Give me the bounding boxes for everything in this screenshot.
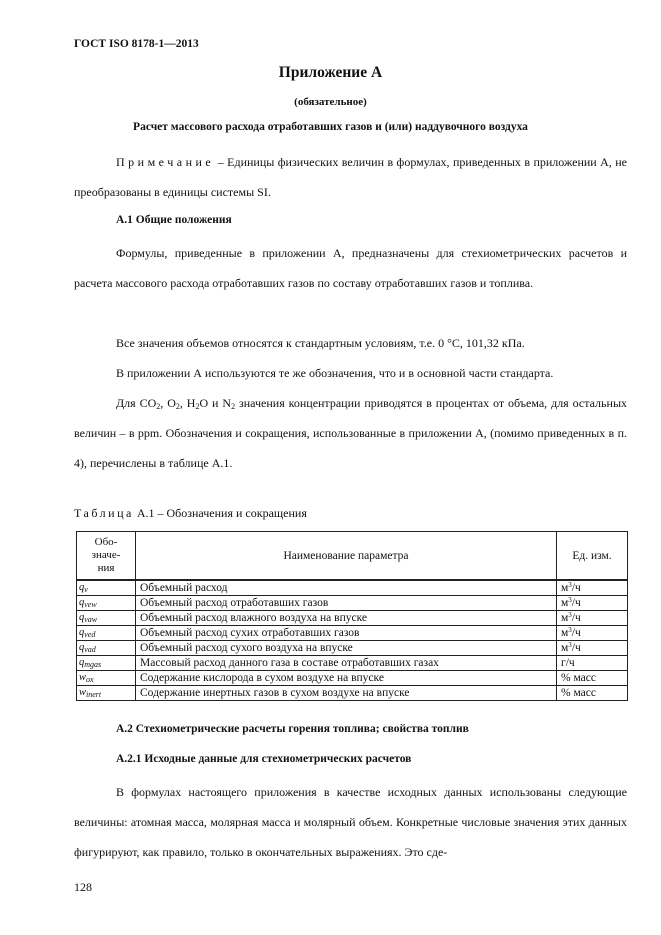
- page-number: 128: [74, 880, 92, 894]
- symbol-letter: w: [79, 687, 87, 698]
- unit-text: г/ч: [561, 657, 575, 669]
- header-symbol: [77, 532, 136, 581]
- table-row: [77, 596, 628, 611]
- symbol-subscript: mgas: [84, 660, 102, 669]
- appendix-status: (обязательное): [294, 96, 367, 108]
- section-a1-para3: В приложении А используются те же обозначения, что и в основной части стандарта.: [116, 366, 554, 380]
- para4-subscript: 2: [195, 402, 200, 411]
- unit-text: м: [561, 642, 569, 654]
- row-parameter: Массовый расход данного газа в составе отработавших газах: [136, 656, 557, 671]
- header-unit: Ед. изм.: [557, 532, 628, 581]
- unit-text: м: [561, 627, 569, 639]
- row-parameter: Объемный расход сухого воздуха на впуске: [136, 641, 557, 656]
- row-symbol: [77, 596, 136, 611]
- unit-text: м: [561, 612, 569, 624]
- row-parameter: Объемный расход сухих отработавших газов: [136, 626, 557, 641]
- symbol-letter: q: [79, 582, 85, 593]
- unit-text: /ч: [571, 627, 581, 639]
- unit-text: /ч: [571, 642, 581, 654]
- row-symbol: [77, 641, 136, 656]
- para4-subscript: 2: [156, 402, 161, 411]
- unit-text: /ч: [571, 597, 581, 609]
- unit-superscript: 3: [568, 581, 572, 589]
- document-header: ГОСТ ISO 8178-1—2013: [74, 38, 199, 50]
- table-caption-text: А.1 – Обозначения и сокращения: [133, 506, 307, 520]
- row-unit: [557, 671, 628, 686]
- row-parameter: Содержание инертных газов в сухом воздухе на впуске: [136, 686, 557, 701]
- row-symbol: [77, 626, 136, 641]
- unit-text: м: [561, 582, 569, 594]
- table-row: [77, 580, 628, 596]
- note-paragraph: [74, 147, 627, 207]
- table-row: [77, 641, 628, 656]
- row-symbol: [77, 580, 136, 596]
- unit-superscript: 3: [568, 641, 572, 649]
- row-unit: [557, 656, 628, 671]
- header-symbol-line: значе-: [91, 549, 121, 561]
- section-a1-para1: Формулы, приведенные в приложении А, предназначены для стехиометрических расчетов и расчета массового расхода отработавших газов по составу отработавших газов и топлива.: [74, 246, 627, 290]
- note-text: – Единицы физических величин в формулах, приведенных в приложении А, не преобразованы в единицы системы SI.: [74, 155, 627, 199]
- symbol-letter: q: [79, 627, 85, 638]
- row-parameter: Объемный расход: [136, 580, 557, 596]
- table-row: [77, 611, 628, 626]
- section-a1-para2: Все значения объемов относятся к стандартным условиям, т.е. 0 °С, 101,32 кПа.: [116, 336, 525, 350]
- section-a21-para1: В формулах настоящего приложения в качестве исходных данных использованы следующие величины: атомная масса, молярная масса и молярный объем. Конкретные числовые значения этих данных фигурируют, как правило, только в окончательных выражениях. Это сде-: [74, 785, 627, 859]
- unit-text: /ч: [571, 582, 581, 594]
- unit-text: /ч: [571, 612, 581, 624]
- note-label: Примечание: [116, 155, 215, 169]
- appendix-subtitle: Расчет массового расхода отработавших газов и (или) наддувочного воздуха: [133, 121, 528, 133]
- unit-text: % масс: [561, 672, 596, 684]
- section-a2-heading: А.2 Стехиометрические расчеты горения топлива; свойства топлив: [116, 723, 469, 735]
- row-unit: [557, 580, 628, 596]
- symbol-subscript: vew: [84, 600, 97, 609]
- table-row: [77, 626, 628, 641]
- symbol-subscript: ved: [84, 630, 96, 639]
- para4-text: O и N: [199, 396, 232, 410]
- symbol-subscript: v: [84, 585, 88, 594]
- appendix-title: Приложение А: [278, 64, 383, 81]
- row-unit: [557, 641, 628, 656]
- row-parameter: Содержание кислорода в сухом воздухе на впуске: [136, 671, 557, 686]
- symbol-letter: q: [79, 642, 85, 653]
- symbol-subscript: vaw: [84, 615, 98, 624]
- unit-superscript: 3: [568, 596, 572, 604]
- row-unit: [557, 611, 628, 626]
- table-row: [77, 656, 628, 671]
- para4-text: Для CO: [116, 396, 157, 410]
- unit-text: % масс: [561, 687, 596, 699]
- row-symbol: [77, 611, 136, 626]
- table-caption-label: Таблица: [74, 506, 134, 520]
- section-a1-heading: А.1 Общие положения: [116, 214, 232, 226]
- unit-text: м: [561, 597, 569, 609]
- row-symbol: [77, 671, 136, 686]
- table-row: [77, 671, 628, 686]
- para4-text: значения концентрации приводятся в процентах от объема, для остальных величин – в ppm. Обозначения и сокращения, использованные в приложении А, (помимо приведенных в п. 4), перечислены в таблице А.1.: [74, 396, 628, 470]
- symbol-subscript: ox: [86, 675, 94, 684]
- unit-superscript: 3: [568, 626, 572, 634]
- table-header-row: [77, 532, 628, 581]
- row-symbol: [77, 656, 136, 671]
- para4-text: , O: [160, 396, 176, 410]
- para4-subscript: 2: [231, 402, 236, 411]
- row-symbol: [77, 686, 136, 701]
- header-symbol-line: ния: [97, 562, 115, 574]
- symbol-letter: w: [79, 672, 87, 683]
- header-symbol-line: Обо-: [94, 536, 118, 548]
- row-unit: [557, 686, 628, 701]
- para4-text: , H: [179, 396, 196, 410]
- row-parameter: Объемный расход влажного воздуха на впуске: [136, 611, 557, 626]
- para4-subscript: 2: [175, 402, 180, 411]
- unit-superscript: 3: [568, 611, 572, 619]
- symbol-subscript: vad: [84, 645, 96, 654]
- table-caption: [74, 506, 307, 521]
- symbol-letter: q: [79, 657, 85, 668]
- section-a1-para4: [74, 388, 627, 478]
- symbols-table: [76, 531, 628, 701]
- row-unit: [557, 626, 628, 641]
- section-a21-heading: А.2.1 Исходные данные для стехиометрических расчетов: [116, 753, 412, 765]
- table-row: [77, 686, 628, 701]
- row-parameter: Объемный расход отработавших газов: [136, 596, 557, 611]
- symbol-letter: q: [79, 612, 85, 623]
- row-unit: [557, 596, 628, 611]
- header-parameter: Наименование параметра: [136, 532, 557, 581]
- symbol-subscript: inert: [86, 690, 102, 699]
- symbol-letter: q: [79, 597, 85, 608]
